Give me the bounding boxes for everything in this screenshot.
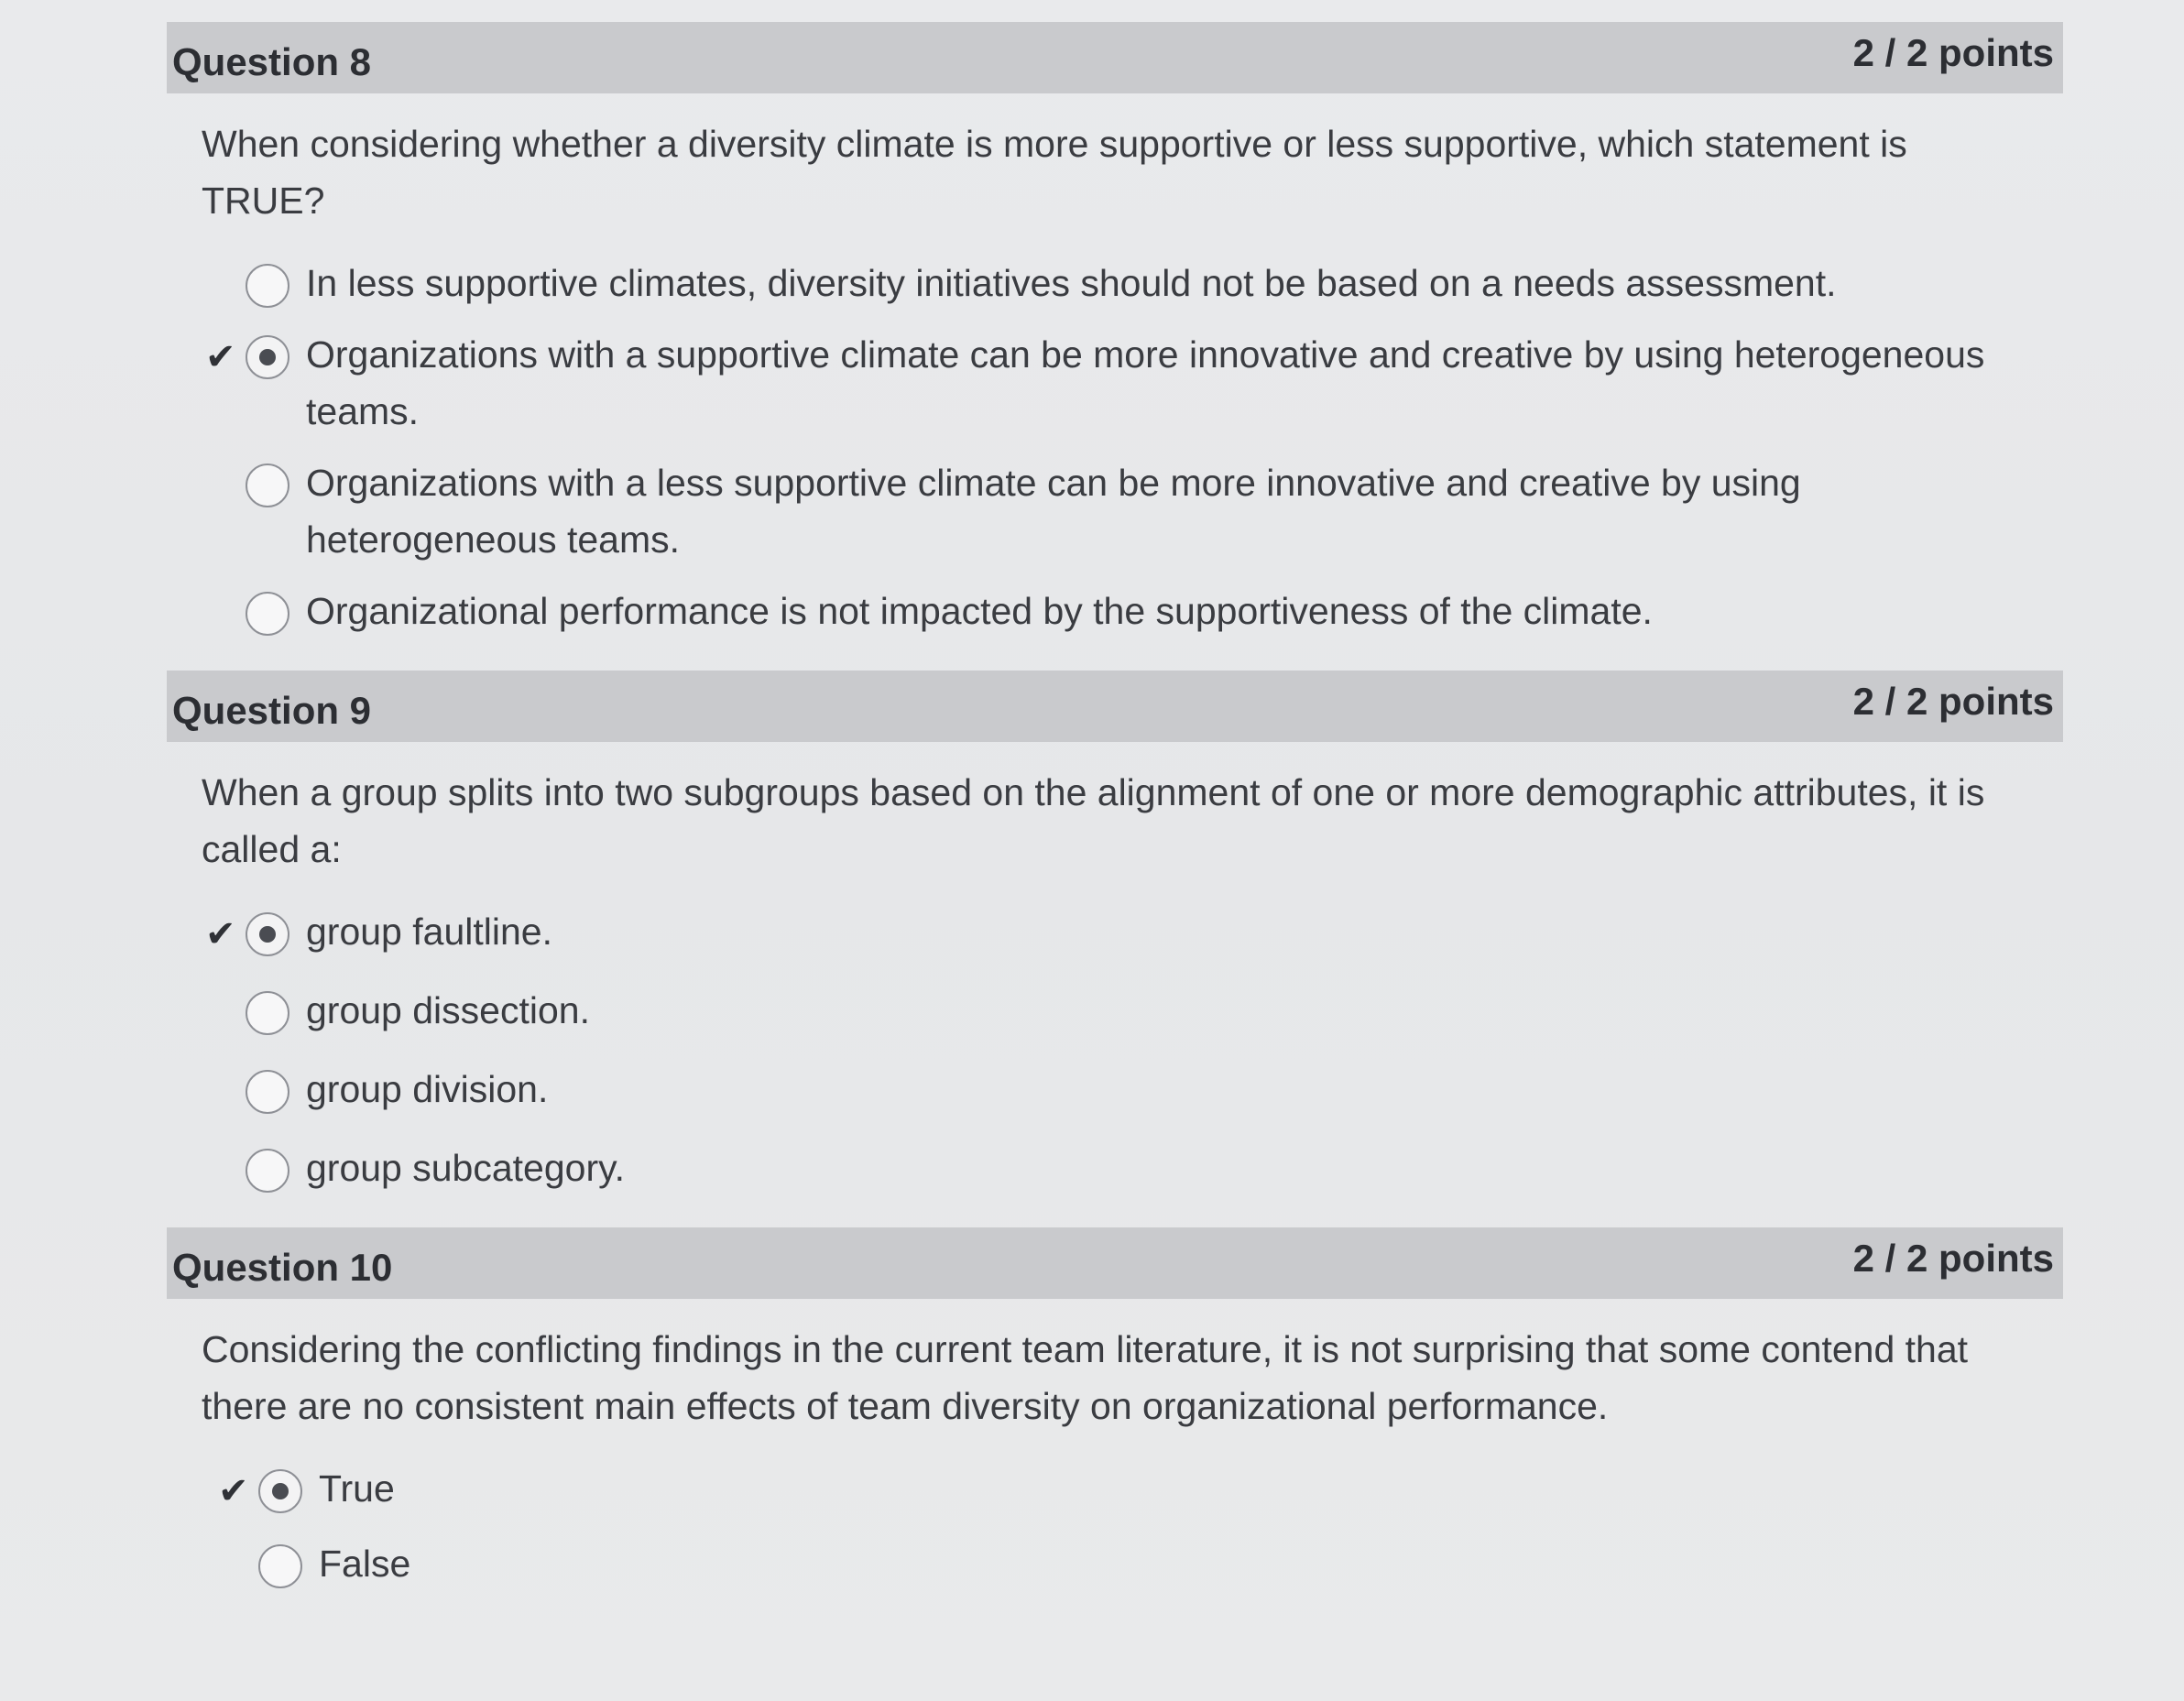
radio-button[interactable]	[258, 1544, 302, 1588]
checkmark-icon: ✔	[218, 1470, 249, 1512]
answer-option[interactable]	[246, 583, 2063, 639]
question-header	[167, 22, 2063, 93]
question-points: 2 / 2 points	[1852, 31, 2054, 74]
radio-button-selected[interactable]	[246, 912, 289, 956]
answer-label: True	[319, 1467, 395, 1510]
answer-label: In less supportive climates, diversity initiatives should not be based on a needs assessment.	[306, 262, 1837, 304]
question-title: Question 10	[172, 1246, 393, 1289]
radio-button[interactable]	[246, 1070, 289, 1114]
question-title: Question 8	[172, 40, 372, 83]
question-points: 2 / 2 points	[1852, 680, 2054, 723]
quiz-results	[167, 22, 2063, 1610]
answer-label: group subcategory.	[306, 1147, 625, 1189]
answer-label: group dissection.	[306, 989, 590, 1031]
answer-label: group division.	[306, 1068, 549, 1110]
answer-option[interactable]	[246, 454, 2063, 568]
answer-option[interactable]	[246, 255, 2063, 311]
answer-option[interactable]	[258, 1535, 2063, 1592]
question-text: When a group splits into two subgroups based on the alignment of one or more demographic attributes, it is called a:	[202, 771, 1985, 870]
radio-button[interactable]	[246, 463, 289, 507]
answer-options	[167, 255, 2063, 639]
answer-option[interactable]	[246, 1139, 2063, 1196]
question-text: Considering the conflicting findings in the current team literature, it is not surprising that some contend that there are no consistent main effects of team diversity on organizational performance.	[202, 1328, 1969, 1427]
answer-label: Organizations with a less supportive climate can be more innovative and creative by using heterogeneous teams.	[306, 462, 1801, 561]
answer-option-selected[interactable]	[218, 1460, 2063, 1517]
radio-button-selected[interactable]	[246, 335, 289, 379]
answer-label: False	[319, 1543, 411, 1585]
answer-option-selected[interactable]	[205, 903, 2063, 960]
answer-option[interactable]	[246, 982, 2063, 1039]
answer-option[interactable]	[246, 1061, 2063, 1118]
answer-options	[167, 1460, 2063, 1592]
answer-options	[167, 903, 2063, 1196]
question-header	[167, 1227, 2063, 1299]
question-9	[167, 671, 2063, 1196]
question-10	[167, 1227, 2063, 1592]
answer-label: group faultline.	[306, 910, 552, 953]
answer-option-selected[interactable]	[205, 326, 2063, 440]
radio-button[interactable]	[246, 592, 289, 636]
question-text: When considering whether a diversity climate is more supportive or less supportive, which statement is TRUE?	[202, 123, 1907, 222]
checkmark-icon: ✔	[205, 913, 236, 955]
question-header	[167, 671, 2063, 742]
answer-label: Organizational performance is not impacted by the supportiveness of the climate.	[306, 590, 1653, 632]
radio-button[interactable]	[246, 991, 289, 1035]
radio-button[interactable]	[246, 264, 289, 308]
question-points: 2 / 2 points	[1852, 1237, 2054, 1280]
radio-button[interactable]	[246, 1149, 289, 1193]
answer-label: Organizations with a supportive climate can be more innovative and creative by using heterogeneous teams.	[306, 333, 1985, 432]
question-8	[167, 22, 2063, 639]
checkmark-icon: ✔	[205, 336, 236, 378]
radio-button-selected[interactable]	[258, 1469, 302, 1513]
question-title: Question 9	[172, 689, 372, 732]
